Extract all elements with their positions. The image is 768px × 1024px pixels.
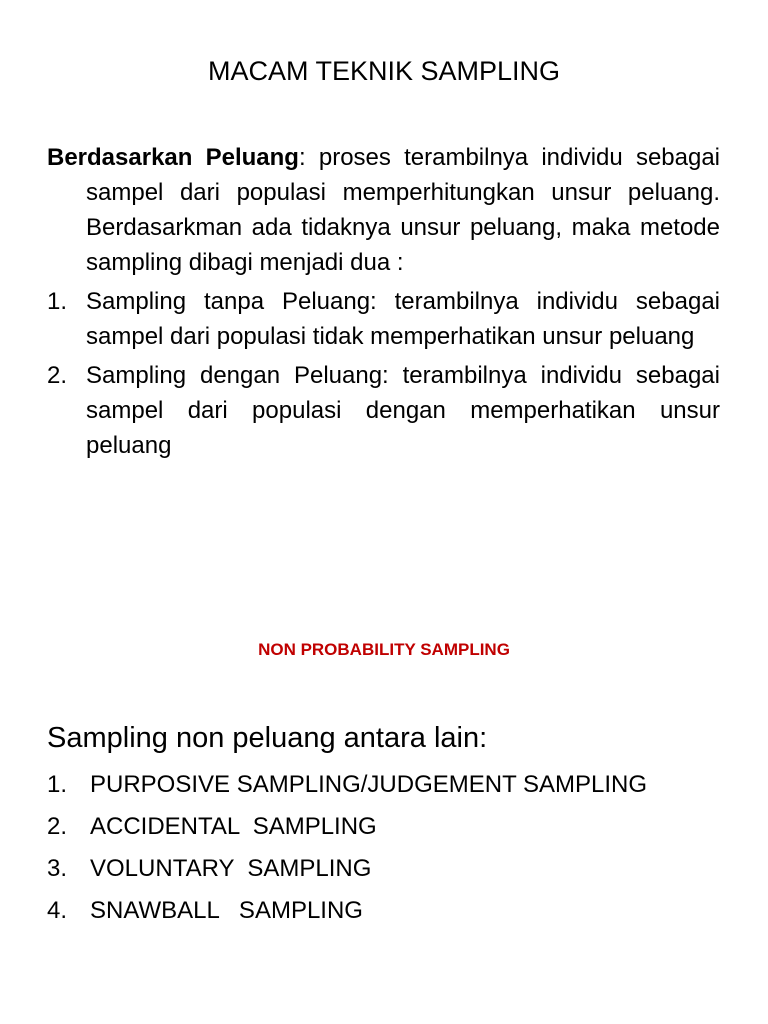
list-item bbox=[47, 848, 727, 890]
list-item-text: ACCIDENTAL SAMPLING bbox=[90, 813, 377, 840]
section-lead: Sampling non peluang antara lain: bbox=[47, 722, 488, 754]
list-item bbox=[47, 284, 720, 354]
list-item bbox=[47, 890, 727, 932]
section-subtitle: NON PROBABILITY SAMPLING bbox=[258, 640, 510, 659]
list-item-text: SNAWBALL SAMPLING bbox=[90, 897, 363, 924]
list-item-number: 3. bbox=[47, 855, 68, 882]
list-item-text: Sampling dengan Peluang: terambilnya individu sebagai sampel dari populasi dengan memperhatikan unsur peluang bbox=[86, 362, 720, 459]
list-item-text: Sampling tanpa Peluang: terambilnya individu sebagai sampel dari populasi tidak memperhatikan unsur peluang bbox=[86, 288, 720, 350]
list-item-number: 1. bbox=[47, 288, 68, 315]
list-item bbox=[47, 806, 727, 848]
non-probability-section bbox=[47, 716, 727, 932]
intro-definition: : proses terambilnya individu sebagai sampel dari populasi memperhitungkan unsur peluang. Berdasarkman ada tidaknya unsur peluang, maka metode sampling dibagi menjadi dua : bbox=[86, 144, 721, 276]
intro-list bbox=[47, 284, 720, 463]
list-item-number: 4. bbox=[47, 897, 68, 924]
sampling-list bbox=[47, 764, 727, 932]
list-item-text: VOLUNTARY SAMPLING bbox=[90, 855, 372, 882]
list-item-number: 2. bbox=[47, 813, 68, 840]
intro-term: Berdasarkan Peluang bbox=[47, 144, 299, 171]
list-item-text: PURPOSIVE SAMPLING/JUDGEMENT SAMPLING bbox=[90, 771, 648, 798]
intro-paragraph bbox=[47, 140, 720, 280]
list-item bbox=[47, 764, 727, 806]
list-item bbox=[47, 358, 720, 463]
list-item-number: 2. bbox=[47, 362, 68, 389]
list-item-number: 1. bbox=[47, 771, 68, 798]
intro-block bbox=[47, 140, 720, 467]
page-title: MACAM TEKNIK SAMPLING bbox=[207, 56, 561, 86]
